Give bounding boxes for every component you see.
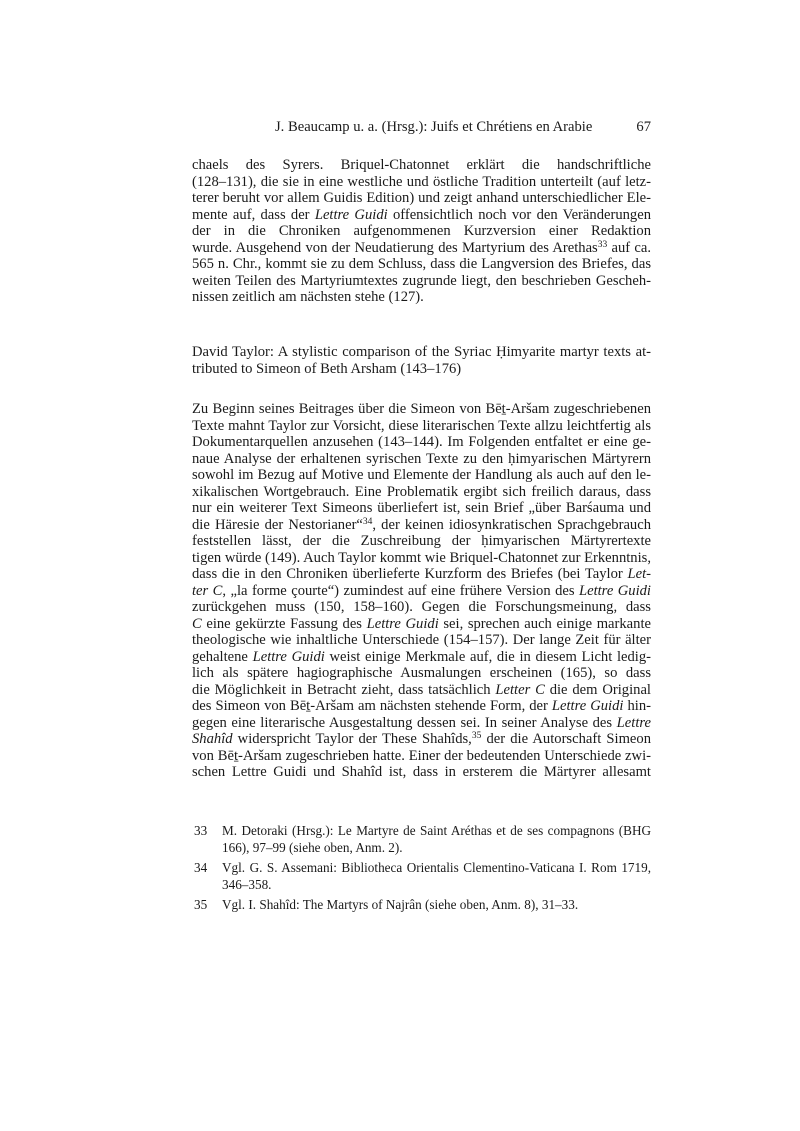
italic-text: Lettre Guidi — [366, 615, 439, 632]
text-line — [192, 649, 651, 666]
text-run: David Taylor: A stylistic comparison of the Syriac Ḥimyarite martyr texts at- — [192, 344, 651, 360]
italic-text: Let- — [627, 566, 651, 582]
text-run: naue Analyse der erhaltenen syrischen Texte zu den ḥimyarischen Märtyrern — [192, 450, 651, 467]
text-run: nissen zeitlich am nächsten stehe (127). — [192, 289, 424, 305]
text-run: mente auf, dass der — [192, 206, 315, 223]
text-run: xikalischen Wortgebrauch. Eine Problematik ergibt sich freilich daraus, dass — [192, 483, 651, 500]
text-run: (128–131), die sie in eine westliche und östliche Tradition unterteilt (auf letz- — [192, 173, 651, 190]
text-run: sei, sprechen auch einige markante — [438, 615, 651, 632]
italic-text: Lettre Guidi — [551, 698, 624, 714]
text-run: eine gekürzte Fassung des — [201, 615, 367, 632]
text-line — [192, 418, 651, 435]
text-line — [192, 434, 651, 451]
page-number: 67 — [636, 119, 651, 135]
text-run: gehaltene — [192, 648, 253, 665]
text-line — [192, 533, 651, 550]
footnote-ref: 34 — [362, 516, 373, 527]
text-run: 565 n. Chr., kommt sie zu dem Schluss, dass die Langversion des Briefes, das — [192, 256, 651, 272]
text-run: dass die in den Chroniken überlieferte Kurzform des Briefes (bei Taylor — [192, 566, 628, 582]
footnote-number: 34 — [194, 860, 208, 875]
text-line — [192, 715, 651, 732]
text-run: tigen würde (149). Auch Taylor kommt wie Briquel-Chatonnet zur Erkenntnis, — [192, 549, 651, 566]
footnote-line: 346–358. — [222, 876, 272, 892]
text-run: offensichtlich noch vor den Veränderungen — [387, 206, 651, 223]
footnote-line: 166), 97–99 (siehe oben, Anm. 2). — [222, 839, 403, 855]
text-line — [192, 361, 651, 378]
text-run: lich als spätere hagiographische Ausmalungen erscheinen (165), so dass — [192, 665, 651, 681]
text-run: Dokumentarquellen anzusehen (143–144). Im Folgenden entfaltet er eine ge- — [192, 434, 651, 450]
text-run: wurde. Ausgehend von der Neudatierung des Martyrium des Arethas — [192, 239, 598, 256]
italic-text: Letter C — [495, 681, 545, 698]
text-run: der in die Chroniken aufgenommenen Kurzversion einer Redaktion — [192, 223, 651, 239]
italic-text: Lettre Guidi — [252, 648, 325, 665]
text-run: , der keinen idiosynkratischen Sprachgebrauch — [372, 516, 651, 533]
text-line — [192, 616, 651, 633]
footnote-number: 33 — [194, 823, 208, 838]
text-run: chaels des Syrers. Briquel-Chatonnet erklärt die handschriftliche — [192, 157, 651, 173]
text-run: Zu Beginn seines Beitrages über die Simeon von Bēṯ-Aršam zugeschriebenen — [192, 401, 651, 417]
footnote-number: 35 — [194, 897, 208, 912]
text-line — [192, 190, 651, 207]
text-run: zurückgehen muss (150, 158–160). Gegen die Forschungsmeinung, dass — [192, 599, 651, 615]
text-line — [192, 240, 651, 257]
text-run: die Möglichkeit in Betracht zieht, dass tatsächlich — [192, 681, 496, 698]
text-line — [192, 764, 651, 781]
text-run: terer beruht vor allem Guidis Edition) und zeigt anhand unterschiedlicher Ele- — [192, 190, 651, 206]
section-heading — [192, 344, 651, 377]
text-run: weist einige Merkmale auf, die in diesem Licht ledig- — [324, 648, 651, 665]
text-run: , „la forme çourte“) zumindest auf eine frühere Version des — [222, 582, 579, 599]
italic-text: Lettre — [616, 714, 651, 731]
italic-text: C — [192, 615, 202, 632]
text-run: des Simeon von Bēṯ-Aršam am nächsten stehende Form, der — [192, 698, 552, 714]
text-run: von Bēṯ-Aršam zugeschrieben hatte. Einer der bedeutenden Unterschiede zwi- — [192, 747, 651, 764]
text-line — [192, 682, 651, 699]
text-run: nur ein weiterer Text Simeons überliefert ist, sein Brief „über Barśauma und — [192, 500, 651, 516]
footnote-ref: 33 — [597, 239, 608, 250]
footnote — [192, 897, 651, 914]
footnote-ref: 35 — [471, 731, 482, 741]
running-title: J. Beaucamp u. a. (Hrsg.): Juifs et Chrétiens en Arabie — [275, 119, 593, 135]
text-line — [192, 401, 651, 418]
text-line — [192, 207, 651, 224]
footnotes — [192, 823, 651, 918]
text-line — [192, 698, 651, 715]
text-run: der die Autorschaft Simeon — [481, 731, 651, 747]
text-run: die Häresie der Nestorianer“ — [192, 516, 363, 533]
paragraph-2 — [192, 401, 651, 781]
text-line — [192, 273, 651, 290]
text-run: gegen eine literarische Ausgestaltung dessen sei. In seiner Analyse des — [192, 714, 617, 731]
text-line — [192, 344, 651, 361]
text-line — [192, 174, 651, 191]
text-line — [192, 157, 651, 174]
text-line — [192, 451, 651, 468]
text-line — [192, 517, 651, 534]
text-line — [192, 665, 651, 682]
running-head — [192, 119, 651, 137]
footnote-line: M. Detoraki (Hrsg.): Le Martyre de Saint Aréthas et de ses compagnons (BHG — [222, 823, 651, 838]
text-line — [192, 599, 651, 616]
footnote — [192, 823, 651, 856]
text-line — [192, 566, 651, 583]
italic-text: Shahîd — [192, 731, 233, 747]
text-run: Texte mahnt Taylor zur Vorsicht, diese literarischen Texte allzu leichtfertig als — [192, 417, 651, 434]
text-run: sowohl im Bezug auf Motive und Elemente der Handlung als auch auf den le- — [192, 467, 651, 483]
text-run: theologische wie inhaltliche Unterschiede (154–157). Der lange Zeit für älter — [192, 632, 651, 648]
text-line — [192, 484, 651, 501]
text-run: widerspricht Taylor der These Shahîds, — [232, 731, 472, 747]
text-line — [192, 223, 651, 240]
text-line — [192, 500, 651, 517]
text-run: feststellen lässt, der die Zuschreibung der ḥimyarischen Märtyrertexte — [192, 533, 651, 549]
text-line — [192, 583, 651, 600]
text-run: schen Lettre Guidi und Shahîd ist, dass in ersterem die Märtyrer allesamt — [192, 764, 651, 780]
text-run: die dem Original — [544, 681, 651, 698]
text-line — [192, 632, 651, 649]
text-line — [192, 550, 651, 567]
text-run: auf ca. — [607, 239, 651, 256]
footnote-line: Vgl. I. Shahîd: The Martyrs of Najrân (siehe oben, Anm. 8), 31–33. — [222, 897, 579, 912]
italic-text: Lettre Guidi — [314, 206, 388, 223]
italic-text: ter C — [192, 582, 223, 599]
text-line — [192, 748, 651, 765]
footnote-line: Vgl. G. S. Assemani: Bibliotheca Orientalis Clementino-Vaticana I. Rom 1719, — [222, 860, 651, 875]
text-line — [192, 731, 651, 748]
italic-text: Lettre Guidi — [578, 582, 651, 599]
footnote — [192, 860, 651, 893]
text-line — [192, 467, 651, 484]
text-run: hin- — [623, 698, 651, 714]
paragraph-1 — [192, 157, 651, 306]
text-run: tributed to Simeon of Beth Arsham (143–176) — [192, 360, 462, 377]
text-run: weiten Teilen des Martyriumtextes zugrunde liegt, den beschrieben Gescheh- — [192, 272, 651, 289]
text-line — [192, 256, 651, 273]
text-line — [192, 289, 651, 306]
